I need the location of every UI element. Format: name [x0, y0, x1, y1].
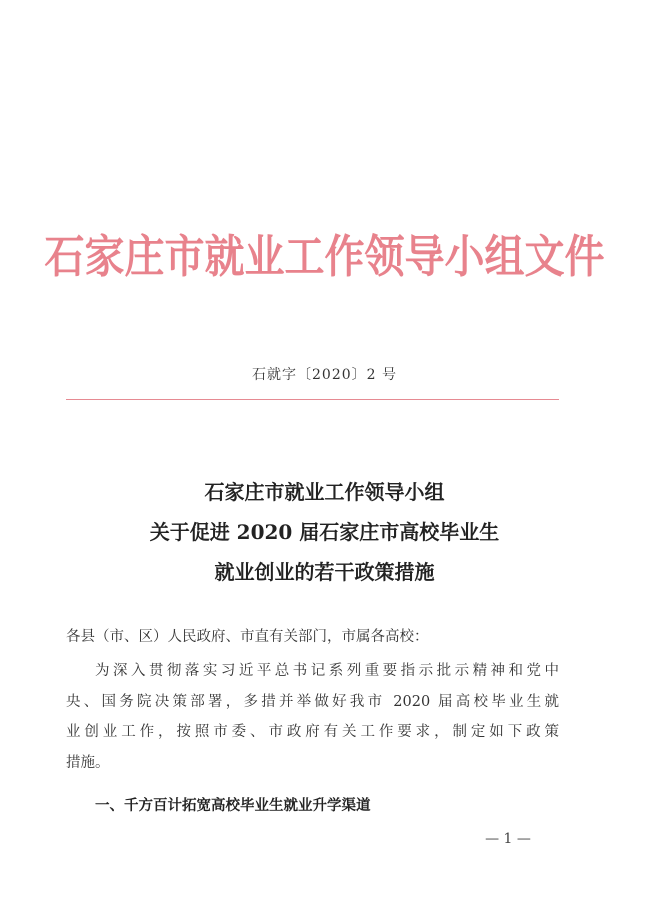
paragraph-line-2: 央、国务院决策部署，多措并举做好我市 2020 届高校毕业生就: [66, 693, 559, 710]
paragraph-line-1: 为深入贯彻落实习近平总书记系列重要指示批示精神和党中: [95, 663, 559, 679]
masthead-title: 石家庄市就业工作领导小组文件: [44, 230, 605, 284]
paragraph-line-4: 措施。: [66, 754, 110, 771]
section-heading: 一、千方百计拓宽高校毕业生就业升学渠道: [95, 798, 371, 814]
salutation: 各县（市、区）人民政府、市直有关部门，市属各高校：: [66, 629, 429, 645]
paragraph-line-3: 业创业工作，按照市委、市政府有关工作要求，制定如下政策: [66, 724, 559, 740]
body-paragraph: [66, 656, 559, 778]
document-title-line-2: 关于促进 2020 届石家庄市高校毕业生: [149, 520, 500, 544]
document-title-line-1: 石家庄市就业工作领导小组: [204, 480, 445, 504]
page-number: — 1 —: [485, 831, 531, 847]
document-number: 石就字〔2020〕2 号: [252, 367, 397, 383]
document-title-line-3: 就业创业的若干政策措施: [214, 560, 435, 584]
red-divider-line: [66, 399, 559, 400]
document-title: [0, 472, 649, 592]
